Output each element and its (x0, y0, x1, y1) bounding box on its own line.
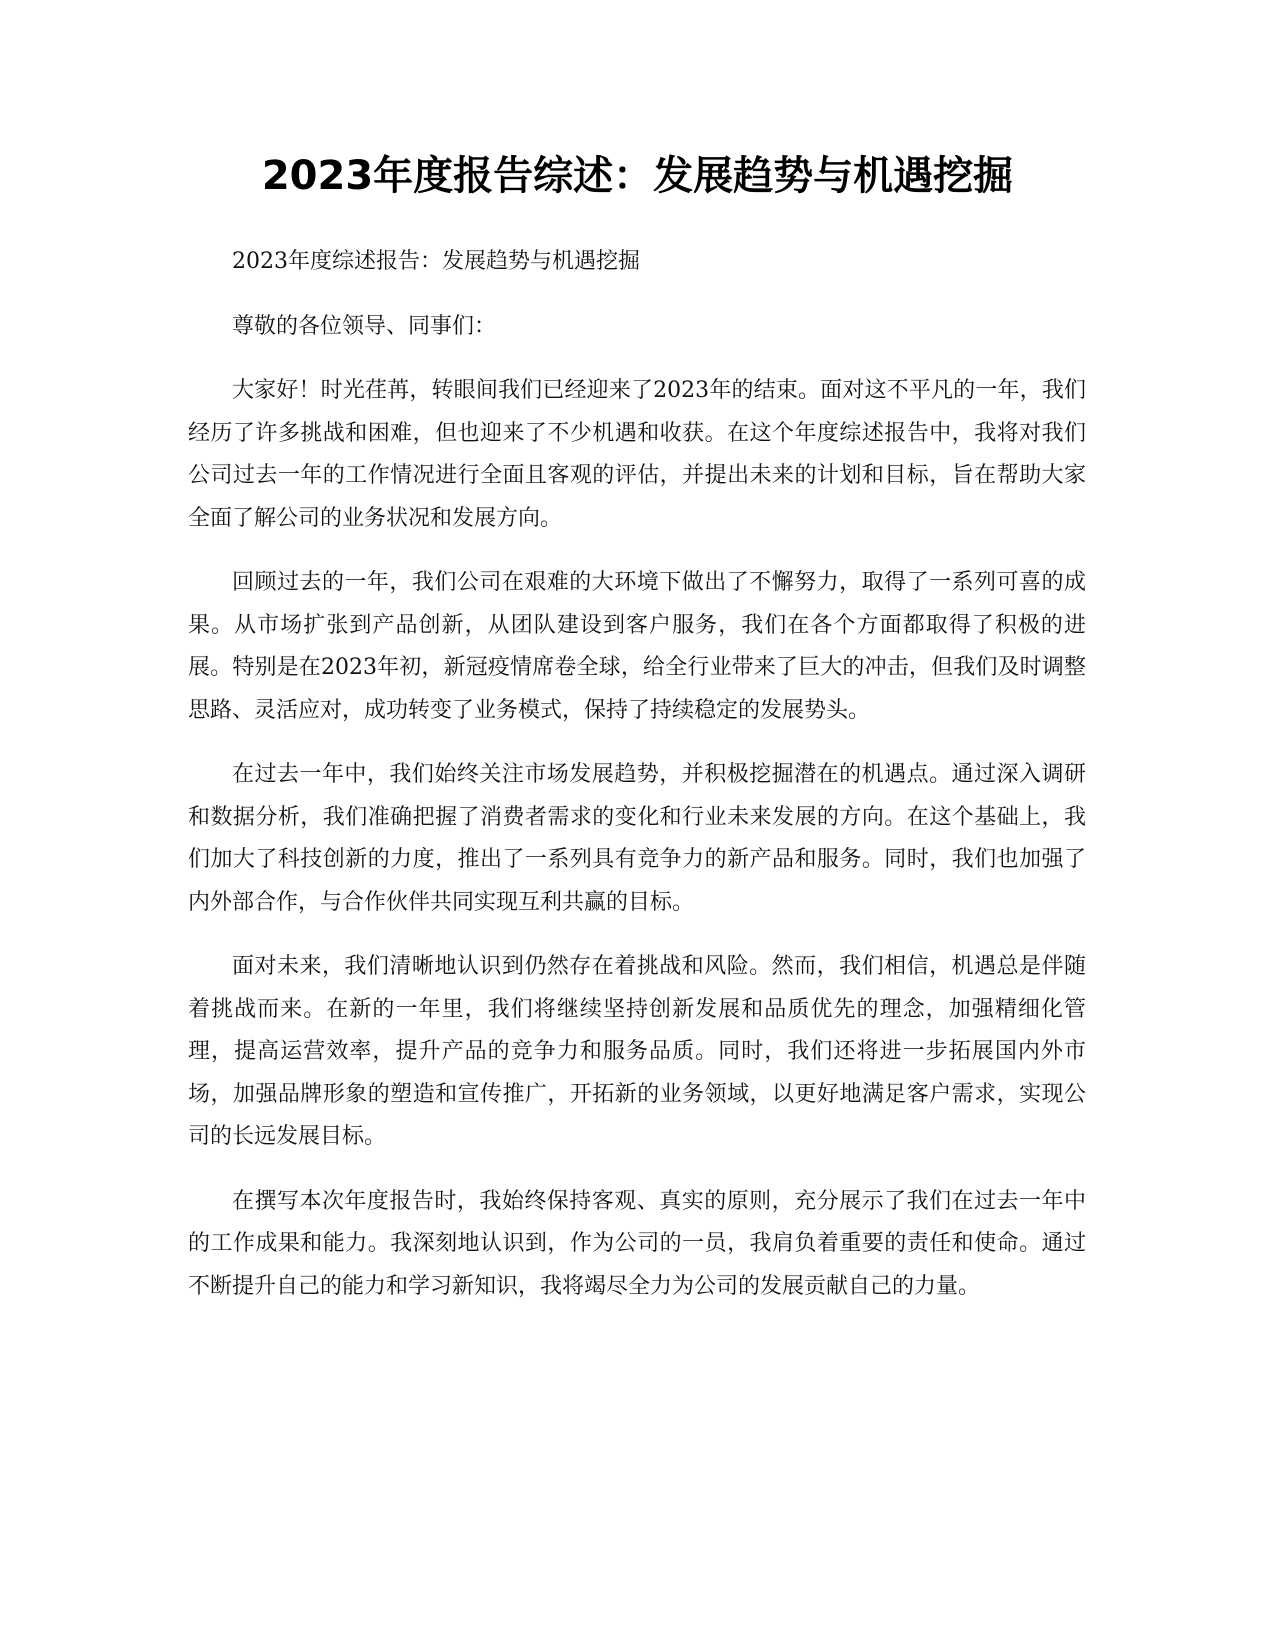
paragraph-opportunities: 在过去一年中，我们始终关注市场发展趋势，并积极挖掘潜在的机遇点。通过深入调研和数据分析，我们准确把握了消费者需求的变化和行业未来发展的方向。在这个基础上，我们加大了科技创新的力度，推出了一系列具有竞争力的新产品和服务。同时，我们也加强了内外部合作，与合作伙伴共同实现互利共赢的目标。 (188, 762, 1086, 915)
paragraph-closing: 在撰写本次年度报告时，我始终保持客观、真实的原则，充分展示了我们在过去一年中的工作成果和能力。我深刻地认识到，作为公司的一员，我肩负着重要的责任和使命。通过不断提升自己的能力和学习新知识，我将竭尽全力为公司的发展贡献自己的力量。 (188, 1188, 1086, 1299)
document-title: 2023年度报告综述：发展趋势与机遇挖掘 (261, 153, 1014, 199)
document-body (188, 241, 1086, 1330)
paragraph-future: 面对未来，我们清晰地认识到仍然存在着挑战和风险。然而，我们相信，机遇总是伴随着挑战而来。在新的一年里，我们将继续坚持创新发展和品质优先的理念，加强精细化管理，提高运营效率，提升产品的竞争力和服务品质。同时，我们还将进一步拓展国内外市场，加强品牌形象的塑造和宣传推广，开拓新的业务领域，以更好地满足客户需求，实现公司的长远发展目标。 (188, 954, 1086, 1149)
salutation: 尊敬的各位领导、同事们： (232, 313, 497, 339)
paragraph-intro: 大家好！时光荏苒，转眼间我们已经迎来了2023年的结束。面对这不平凡的一年，我们经历了许多挑战和困难，但也迎来了不少机遇和收获。在这个年度综述报告中，我将对我们公司过去一年的工作情况进行全面且客观的评估，并提出未来的计划和目标，旨在帮助大家全面了解公司的业务状况和发展方向。 (188, 378, 1086, 531)
paragraph-review: 回顾过去的一年，我们公司在艰难的大环境下做出了不懈努力，取得了一系列可喜的成果。从市场扩张到产品创新，从团队建设到客户服务，我们在各个方面都取得了积极的进展。特别是在2023年初，新冠疫情席卷全球，给全行业带来了巨大的冲击，但我们及时调整思路、灵活应对，成功转变了业务模式，保持了持续稳定的发展势头。 (188, 570, 1086, 723)
report-subtitle: 2023年度综述报告：发展趋势与机遇挖掘 (232, 249, 640, 274)
